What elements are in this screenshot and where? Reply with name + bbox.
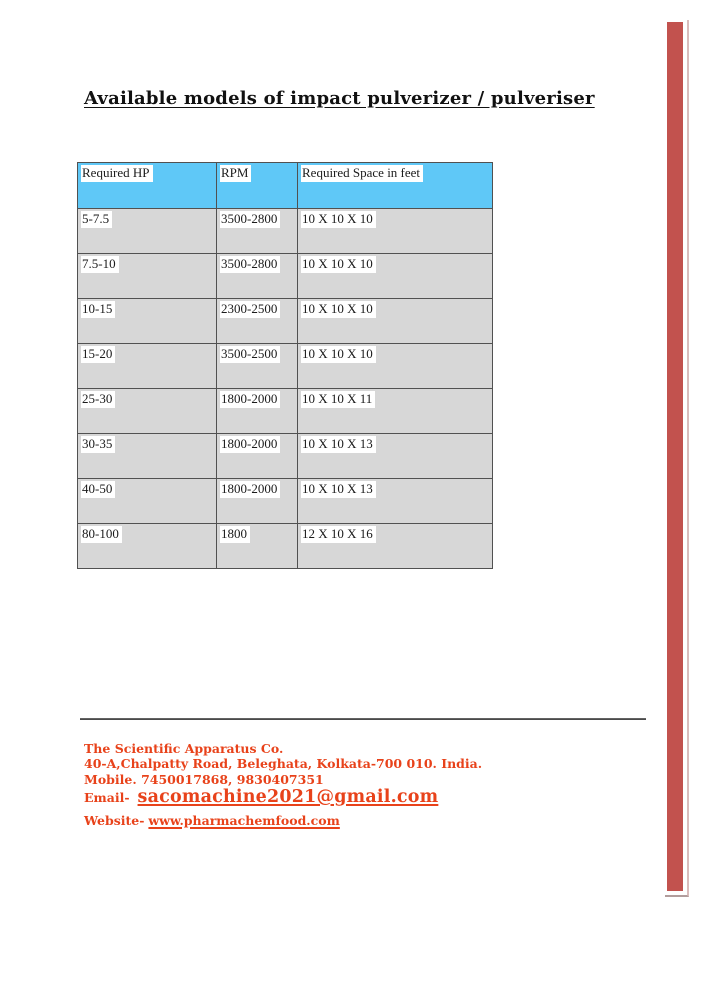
table-row: [78, 254, 493, 299]
mobile-numbers: Mobile. 7450017868, 9830407351: [84, 771, 324, 787]
cell-space: 10 X 10 X 10: [298, 344, 493, 389]
header-rpm: RPM: [217, 163, 298, 209]
website-label: Website-: [84, 812, 145, 828]
table-row: [78, 344, 493, 389]
cell-rpm: 2300-2500: [217, 299, 298, 344]
email-link[interactable]: sacomachine2021@gmail.com: [137, 786, 439, 807]
cell-space: 10 X 10 X 10: [298, 209, 493, 254]
cell-rpm: 3500-2500: [217, 344, 298, 389]
cell-hp: 25-30: [78, 389, 217, 434]
scrollbar-track[interactable]: [665, 20, 689, 897]
table-row: [78, 434, 493, 479]
cell-rpm: 1800-2000: [217, 389, 298, 434]
cell-rpm: 3500-2800: [217, 254, 298, 299]
cell-space: 12 X 10 X 16: [298, 524, 493, 569]
contact-info: [84, 741, 482, 828]
scrollbar-thumb[interactable]: [667, 22, 683, 891]
cell-space: 10 X 10 X 13: [298, 434, 493, 479]
website-line: [84, 813, 482, 828]
cell-hp: 7.5-10: [78, 254, 217, 299]
table-row: [78, 299, 493, 344]
page-title: Available models of impact pulverizer / pulveriser: [84, 88, 595, 109]
cell-hp: 40-50: [78, 479, 217, 524]
cell-hp: 15-20: [78, 344, 217, 389]
cell-space: 10 X 10 X 13: [298, 479, 493, 524]
table-row: [78, 209, 493, 254]
cell-hp: 30-35: [78, 434, 217, 479]
footer-divider: [80, 718, 646, 720]
table-row: [78, 479, 493, 524]
table-row: [78, 524, 493, 569]
cell-rpm: 1800-2000: [217, 479, 298, 524]
cell-space: 10 X 10 X 10: [298, 254, 493, 299]
company-address: 40-A,Chalpatty Road, Beleghata, Kolkata-700 010. India.: [84, 756, 483, 772]
table-header-row: [78, 163, 493, 209]
cell-rpm: 1800: [217, 524, 298, 569]
table-row: [78, 389, 493, 434]
company-name: The Scientific Apparatus Co.: [84, 741, 284, 756]
header-required-space: Required Space in feet: [298, 163, 493, 209]
website-link[interactable]: www.pharmachemfood.com: [148, 812, 340, 828]
models-table: [77, 162, 493, 569]
cell-rpm: 1800-2000: [217, 434, 298, 479]
email-label: Email-: [84, 789, 130, 805]
cell-hp: 10-15: [78, 299, 217, 344]
cell-space: 10 X 10 X 11: [298, 389, 493, 434]
cell-space: 10 X 10 X 10: [298, 299, 493, 344]
cell-hp: 80-100: [78, 524, 217, 569]
email-line: [84, 786, 482, 811]
cell-rpm: 3500-2800: [217, 209, 298, 254]
cell-hp: 5-7.5: [78, 209, 217, 254]
header-required-hp: Required HP: [78, 163, 217, 209]
